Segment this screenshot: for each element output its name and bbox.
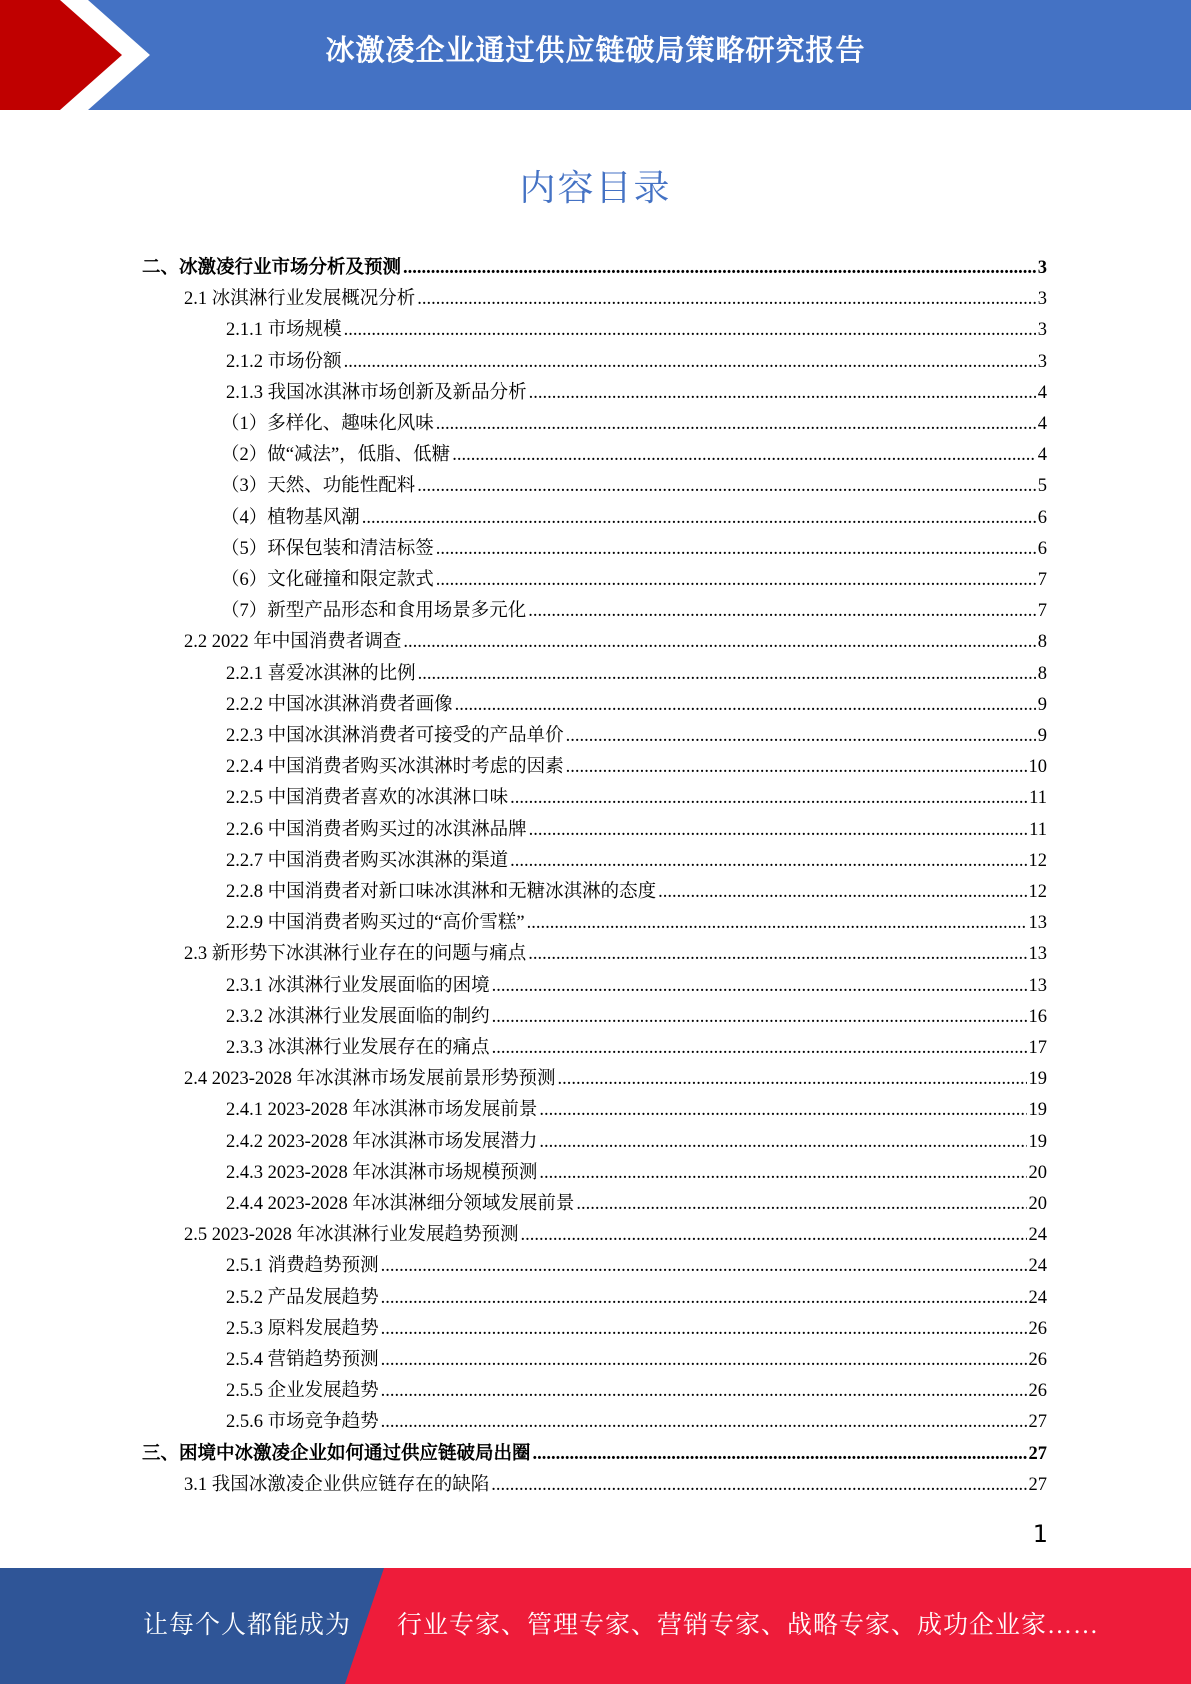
toc-entry-label: 二、冰激凌行业市场分析及预测 [142, 258, 402, 278]
toc-entry-label: 2.1 冰淇淋行业发展概况分析 [184, 289, 416, 310]
toc-leader-dots [533, 1439, 1027, 1470]
toc-leader-dots [510, 846, 1026, 877]
toc-entry-page: 12 [1028, 850, 1047, 871]
toc-entry[interactable] [226, 1376, 1047, 1407]
toc-entry-page: 27 [1028, 1474, 1047, 1495]
toc-entry[interactable] [221, 471, 1047, 502]
toc-entry-page: 6 [1037, 538, 1047, 559]
toc-entry[interactable] [221, 596, 1047, 627]
toc-entry-page: 27 [1028, 1412, 1047, 1433]
toc-leader-dots [436, 409, 1036, 440]
toc-entry-page: 11 [1029, 819, 1047, 840]
toc-leader-dots [492, 1033, 1027, 1064]
toc-entry-label: （5）环保包装和清洁标签 [221, 538, 434, 559]
toc-leader-dots [362, 503, 1036, 534]
toc-entry-page: 19 [1028, 1131, 1047, 1152]
toc-entry[interactable] [221, 409, 1047, 440]
toc-entry-label: 2.2.4 中国消费者购买冰淇淋时考虑的因素 [226, 757, 564, 778]
toc-leader-dots [539, 1158, 1026, 1189]
toc-leader-dots [528, 939, 1026, 970]
toc-entry[interactable] [184, 284, 1047, 315]
toc-entry-label: 2.3.2 冰淇淋行业发展面临的制约 [226, 1006, 490, 1027]
toc-entry-label: 2.4.3 2023-2028 年冰淇淋市场规模预测 [226, 1162, 538, 1183]
toc-entry-label: 三、困境中冰激凌企业如何通过供应链破局出圈 [142, 1443, 531, 1464]
toc-entry[interactable] [221, 565, 1047, 596]
toc-leader-dots [452, 440, 1036, 471]
toc-entry[interactable] [184, 939, 1047, 970]
toc-leader-dots [510, 783, 1027, 814]
toc-leader-dots [529, 815, 1028, 846]
toc-entry[interactable] [226, 908, 1047, 939]
toc-entry[interactable] [226, 846, 1047, 877]
toc-entry-page: 8 [1037, 632, 1047, 653]
toc-entry-label: 2.5.6 市场竞争趋势 [226, 1412, 379, 1433]
toc-entry[interactable] [226, 1189, 1047, 1220]
toc-entry[interactable] [226, 1283, 1047, 1314]
toc-entry-label: 2.5.3 原料发展趋势 [226, 1318, 379, 1339]
toc-leader-dots [417, 471, 1035, 502]
toc-entry-page: 24 [1028, 1256, 1047, 1277]
toc-entry-label: 2.2.5 中国消费者喜欢的冰淇淋口味 [226, 788, 509, 809]
toc-entry[interactable] [226, 315, 1047, 346]
toc-entry-page: 3 [1037, 258, 1047, 278]
toc-entry-page: 24 [1028, 1225, 1047, 1246]
toc-entry-page: 4 [1037, 414, 1047, 434]
toc-entry-label: 2.2.6 中国消费者购买过的冰淇淋品牌 [226, 819, 527, 840]
toc-heading: 内容目录 [519, 168, 672, 209]
toc-entry-page: 24 [1028, 1287, 1047, 1308]
toc-entry-label: （4）植物基风潮 [221, 507, 360, 528]
toc-entry[interactable] [226, 877, 1047, 908]
toc-entry-page: 6 [1037, 507, 1047, 528]
toc-entry-page: 17 [1028, 1038, 1047, 1058]
toc-entry-label: 2.2.9 中国消费者购买过的“高价雪糕” [226, 913, 525, 934]
toc-entry-label: 2.2 2022 年中国消费者调查 [184, 632, 402, 653]
toc-entry[interactable] [184, 1064, 1047, 1095]
page-footer [0, 1568, 1191, 1684]
page-number: 1 [1032, 1520, 1048, 1548]
toc-entry-page: 12 [1028, 882, 1047, 902]
toc-entry-label: 2.3 新形势下冰淇淋行业存在的问题与痛点 [184, 944, 527, 965]
toc-entry-page: 20 [1028, 1194, 1047, 1214]
toc-leader-dots [381, 1314, 1027, 1345]
toc-entry-label: 2.5.2 产品发展趋势 [226, 1287, 379, 1308]
toc-entry-page: 13 [1028, 913, 1047, 934]
toc-leader-dots [381, 1251, 1027, 1282]
toc-entry[interactable] [184, 1470, 1047, 1501]
toc-entry-label: 2.5.4 营销趋势预测 [226, 1350, 379, 1370]
toc-entry-label: 2.1.2 市场份额 [226, 351, 342, 372]
toc-entry[interactable] [226, 971, 1047, 1002]
toc-leader-dots [417, 284, 1035, 315]
toc-entry[interactable] [142, 253, 1047, 284]
toc-leader-dots [527, 908, 1027, 939]
toc-leader-dots [381, 1407, 1027, 1438]
toc-entry-page: 3 [1037, 289, 1047, 310]
toc-entry-label: （1）多样化、趣味化风味 [221, 414, 434, 434]
toc-leader-dots [492, 1002, 1027, 1033]
toc-leader-dots [576, 1189, 1026, 1220]
toc-entry-page: 10 [1028, 757, 1047, 778]
toc-leader-dots [528, 596, 1035, 627]
toc-entry-page: 27 [1028, 1443, 1047, 1464]
toc-entry-page: 7 [1037, 570, 1047, 590]
toc-entry-page: 26 [1028, 1318, 1047, 1339]
toc-entry-label: 2.5.5 企业发展趋势 [226, 1381, 379, 1402]
toc-entry-label: 2.2.8 中国消费者对新口味冰淇淋和无糖冰淇淋的态度 [226, 882, 657, 902]
toc-entry-page: 19 [1028, 1100, 1047, 1121]
toc-entry-page: 11 [1029, 788, 1047, 809]
toc-entry-label: 2.4.4 2023-2028 年冰淇淋细分领域发展前景 [226, 1194, 575, 1214]
toc-entry[interactable] [226, 378, 1047, 409]
toc-entry-page: 26 [1028, 1381, 1047, 1402]
toc-entry-label: 2.1.3 我国冰淇淋市场创新及新品分析 [226, 382, 527, 403]
toc-leader-dots [381, 1345, 1027, 1376]
toc-entry[interactable] [226, 752, 1047, 783]
toc-leader-dots [381, 1283, 1027, 1314]
toc-entry[interactable] [226, 1158, 1047, 1189]
toc-entry-label: 2.2.7 中国消费者购买冰淇淋的渠道 [226, 850, 509, 871]
toc-entry-page: 7 [1037, 601, 1047, 622]
toc-entry-page: 8 [1037, 663, 1047, 684]
toc-entry-label: （2）做“减法”，低脂、低糖 [221, 445, 451, 466]
toc-entry[interactable] [226, 1345, 1047, 1376]
toc-entry-page: 16 [1028, 1006, 1047, 1027]
toc-entry[interactable] [226, 1314, 1047, 1345]
toc-entry[interactable] [226, 1002, 1047, 1033]
toc-entry-page: 9 [1037, 726, 1047, 746]
toc-leader-dots [529, 378, 1036, 409]
toc-entry-page: 20 [1028, 1162, 1047, 1183]
footer-roles: 行业专家、管理专家、营销专家、战略专家、成功企业家…… [397, 1612, 1100, 1639]
toc-entry-label: 2.3.1 冰淇淋行业发展面临的困境 [226, 975, 490, 996]
toc-leader-dots [455, 690, 1036, 721]
toc-entry-page: 3 [1037, 351, 1047, 372]
toc-entry-label: 2.4.1 2023-2028 年冰淇淋市场发展前景 [226, 1100, 538, 1121]
toc-entry-page: 19 [1028, 1069, 1047, 1090]
toc-entry[interactable] [226, 1095, 1047, 1126]
toc-entry[interactable] [221, 503, 1047, 534]
toc-leader-dots [403, 627, 1035, 658]
toc-entry-label: 2.1.1 市场规模 [226, 320, 342, 341]
toc-entry-label: 3.1 我国冰激凌企业供应链存在的缺陷 [184, 1474, 490, 1495]
toc-leader-dots [539, 1095, 1026, 1126]
toc-entry-page: 13 [1028, 975, 1047, 996]
toc-entry[interactable] [184, 627, 1047, 658]
report-title: 冰激凌企业通过供应链破局策略研究报告 [325, 33, 866, 67]
toc-entry-page: 26 [1028, 1350, 1047, 1370]
toc-entry-label: （6）文化碰撞和限定款式 [221, 570, 434, 590]
toc-entry[interactable] [226, 659, 1047, 690]
toc-entry-page: 4 [1037, 445, 1047, 466]
toc-leader-dots [566, 752, 1027, 783]
toc-leader-dots [403, 253, 1036, 284]
toc-entry-label: 2.2.2 中国冰淇淋消费者画像 [226, 694, 453, 715]
toc-entry-label: 2.4 2023-2028 年冰淇淋市场发展前景形势预测 [184, 1069, 556, 1090]
toc-entry-page: 3 [1037, 320, 1047, 341]
toc-entry-label: 2.2.3 中国冰淇淋消费者可接受的产品单价 [226, 726, 564, 746]
toc-leader-dots [539, 1127, 1026, 1158]
toc-entry[interactable] [226, 815, 1047, 846]
toc-leader-dots [344, 347, 1036, 378]
toc-entry[interactable] [226, 1033, 1047, 1064]
toc-leader-dots [418, 659, 1036, 690]
toc-entry-label: 2.5 2023-2028 年冰淇淋行业发展趋势预测 [184, 1225, 519, 1246]
toc-entry[interactable] [221, 534, 1047, 565]
page-header [0, 0, 1191, 110]
toc-entry-page: 13 [1028, 944, 1047, 965]
toc-leader-dots [492, 971, 1027, 1002]
toc-entry-label: （7）新型产品形态和食用场景多元化 [221, 601, 527, 622]
toc-entry[interactable] [226, 783, 1047, 814]
toc-entry[interactable] [226, 1251, 1047, 1282]
footer-slogan: 让每个人都能成为 [143, 1612, 352, 1639]
toc-leader-dots [436, 534, 1036, 565]
toc-entry-label: 2.4.2 2023-2028 年冰淇淋市场发展潜力 [226, 1131, 538, 1152]
toc-entry[interactable] [226, 347, 1047, 378]
toc-leader-dots [344, 315, 1036, 346]
toc-entry-label: 2.5.1 消费趋势预测 [226, 1256, 379, 1277]
toc-leader-dots [491, 1470, 1026, 1501]
toc-entry-page: 5 [1037, 476, 1047, 497]
toc-entry-label: 2.2.1 喜爱冰淇淋的比例 [226, 663, 416, 684]
toc-leader-dots [381, 1376, 1027, 1407]
toc-leader-dots [558, 1064, 1027, 1095]
toc-leader-dots [658, 877, 1026, 908]
toc-entry[interactable] [221, 440, 1047, 471]
toc-entry-page: 4 [1037, 382, 1047, 403]
toc-entry-page: 9 [1037, 694, 1047, 715]
toc-leader-dots [436, 565, 1036, 596]
toc-entry-label: 2.3.3 冰淇淋行业发展存在的痛点 [226, 1038, 490, 1058]
toc-leader-dots [521, 1220, 1027, 1251]
toc-entry[interactable] [226, 721, 1047, 752]
toc-entry[interactable] [142, 1439, 1047, 1470]
toc-leader-dots [566, 721, 1036, 752]
toc-entry-label: （3）天然、功能性配料 [221, 476, 416, 497]
toc-entry[interactable] [184, 1220, 1047, 1251]
toc-entry[interactable] [226, 1407, 1047, 1438]
toc-entry[interactable] [226, 690, 1047, 721]
toc-entry[interactable] [226, 1127, 1047, 1158]
